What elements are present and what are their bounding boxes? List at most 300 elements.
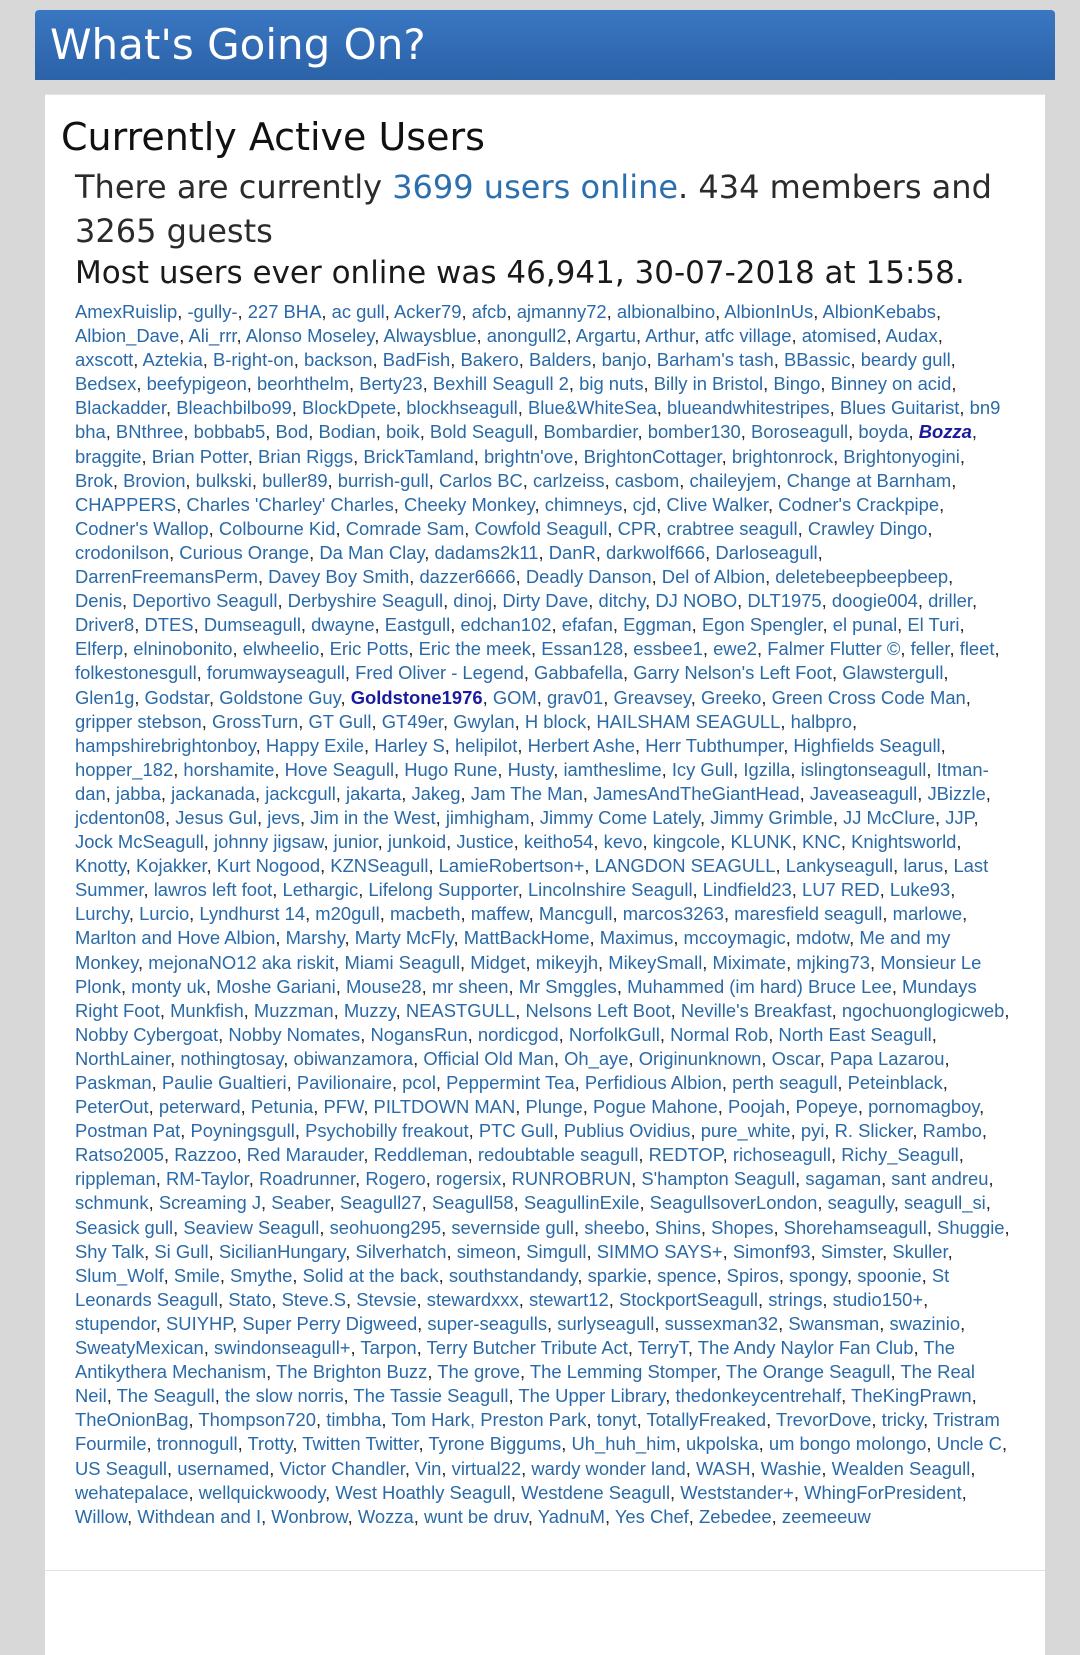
user-link[interactable]: Rambo [922, 1120, 982, 1142]
user-link[interactable]: tricky [881, 1409, 924, 1431]
user-link[interactable]: Davey Boy Smith [268, 566, 410, 588]
user-link[interactable]: Mouse28 [345, 975, 422, 997]
user-link[interactable]: North East Seagull [778, 1023, 932, 1045]
user-link[interactable]: R. Slicker [834, 1120, 913, 1142]
user-link[interactable]: pure_white [700, 1120, 791, 1142]
user-link[interactable]: SweatyMexican [75, 1337, 204, 1359]
user-link[interactable]: Kurt Nogood [216, 855, 321, 877]
user-link[interactable]: Marshy [285, 927, 345, 949]
user-link[interactable]: Simster [820, 1240, 883, 1262]
user-link[interactable]: Nobby Cybergoat [75, 1023, 219, 1045]
user-link[interactable]: Gabbafella [534, 662, 624, 684]
user-link[interactable]: albionalbino [616, 301, 716, 322]
user-link[interactable]: crabtree seagull [666, 517, 798, 539]
user-link[interactable]: WASH [695, 1457, 751, 1479]
user-link[interactable]: dinoj [453, 590, 493, 612]
user-link[interactable]: LamieRobertson+ [438, 855, 585, 877]
user-link[interactable]: spence [657, 1264, 717, 1286]
user-link[interactable]: dazzer6666 [419, 566, 516, 588]
user-link[interactable]: Lifelong Supporter [368, 879, 518, 901]
user-link[interactable]: dwayne [311, 614, 375, 636]
user-link[interactable]: Wonbrow [271, 1505, 348, 1527]
user-link[interactable]: Jimmy Grimble [710, 806, 833, 828]
user-link[interactable]: BlockDpete [302, 397, 397, 419]
user-link[interactable]: Glawstergull [842, 662, 944, 684]
user-link[interactable]: KNC [802, 831, 841, 853]
user-link[interactable]: ukpolska [686, 1433, 759, 1455]
user-link[interactable]: Seasick gull [75, 1216, 174, 1238]
user-link[interactable]: Brovion [123, 469, 186, 491]
user-link[interactable]: The Antikythera Mechanism [75, 1337, 956, 1383]
user-link[interactable]: sheebo [584, 1216, 645, 1238]
user-link[interactable]: Aztekia [142, 349, 203, 371]
user-link[interactable]: Muzzman [253, 999, 334, 1021]
user-link[interactable]: Change at Barnham [786, 469, 952, 491]
user-link[interactable]: PTC Gull [478, 1120, 554, 1142]
user-link[interactable]: swazinio [889, 1312, 961, 1334]
user-link[interactable]: Shy Talk [75, 1240, 145, 1262]
user-link[interactable]: SIMMO SAYS+ [596, 1240, 723, 1262]
user-link[interactable]: mejonaNO12 aka riskit [148, 951, 335, 973]
user-link[interactable]: mikeyjh [535, 951, 599, 973]
user-link[interactable]: PFW [323, 1096, 364, 1118]
user-link[interactable]: The grove [437, 1361, 521, 1383]
user-link[interactable]: PILTDOWN MAN [373, 1096, 516, 1118]
user-link[interactable]: YadnuM [537, 1505, 605, 1527]
user-link[interactable]: Binney on acid [830, 373, 952, 395]
user-link[interactable]: Mancgull [538, 903, 613, 925]
user-link[interactable]: Bozza [918, 421, 972, 443]
user-link[interactable]: southstandandy [448, 1264, 578, 1286]
user-link[interactable]: Jakeg [411, 782, 461, 804]
user-link[interactable]: Blue&WhiteSea [527, 397, 657, 419]
user-link[interactable]: Willow [75, 1505, 128, 1527]
user-link[interactable]: MattBackHome [463, 927, 590, 949]
user-link[interactable]: anongull2 [486, 325, 567, 347]
user-link[interactable]: Garry Nelson's Left Foot [633, 662, 832, 684]
user-link[interactable]: Last Summer [75, 855, 989, 901]
user-link[interactable]: US Seagull [75, 1457, 168, 1479]
user-link[interactable]: Trotty [247, 1433, 293, 1455]
user-link[interactable]: Paulie Gualtieri [161, 1072, 287, 1093]
user-link[interactable]: casbom [614, 469, 680, 491]
user-link[interactable]: SUIYHP [166, 1312, 233, 1334]
user-link[interactable]: GT Gull [308, 710, 372, 732]
user-link[interactable]: JJP [945, 806, 974, 828]
user-link[interactable]: braggite [75, 445, 142, 467]
user-link[interactable]: Fred Oliver - Legend [355, 662, 524, 684]
user-link[interactable]: Herr Tubthumper [645, 734, 784, 756]
user-link[interactable]: Tom Hark, Preston Park [391, 1409, 587, 1431]
user-link[interactable]: brightn'ove [483, 445, 574, 467]
user-link[interactable]: NorfolkGull [568, 1023, 660, 1045]
user-link[interactable]: The Andy Naylor Fan Club [697, 1337, 914, 1359]
user-link[interactable]: keitho54 [523, 831, 594, 853]
user-link[interactable]: Glen1g [75, 686, 135, 708]
user-link[interactable]: mdotw [795, 927, 850, 949]
user-link[interactable]: Brok [75, 469, 113, 491]
user-link[interactable]: The Real Neil [75, 1361, 975, 1407]
user-link[interactable]: NorthLainer [75, 1047, 171, 1069]
user-link[interactable]: Brightonyogini [843, 445, 960, 467]
user-link[interactable]: Denis [75, 590, 123, 612]
user-link[interactable]: Egon Spengler [701, 614, 823, 636]
user-link[interactable]: AlbionKebabs [822, 301, 936, 322]
user-link[interactable]: Peteinblack [847, 1072, 943, 1093]
user-link[interactable]: Seaber [271, 1192, 330, 1214]
user-link[interactable]: elwheelio [242, 638, 320, 660]
user-link[interactable]: Bombardier [543, 421, 638, 443]
user-link[interactable]: beefypigeon [146, 373, 247, 395]
user-link[interactable]: timbha [326, 1409, 382, 1431]
user-link[interactable]: DarrenFreemansPerm [75, 566, 258, 588]
user-link[interactable]: Shins [654, 1216, 701, 1238]
user-link[interactable]: maresfield seagull [734, 903, 883, 925]
user-link[interactable]: Curious Orange [179, 541, 310, 563]
user-link[interactable]: Maximus [599, 927, 674, 949]
user-link[interactable]: H block [524, 710, 587, 732]
user-link[interactable]: GOM [492, 686, 537, 708]
user-link[interactable]: lawros left foot [153, 879, 273, 901]
user-link[interactable]: elninobonito [133, 638, 233, 660]
user-link[interactable]: atfc village [704, 325, 792, 347]
user-link[interactable]: Uh_huh_him [571, 1433, 676, 1455]
user-link[interactable]: wellquickwoody [198, 1481, 326, 1503]
user-link[interactable]: LANGDON SEAGULL [594, 855, 776, 877]
user-link[interactable]: Knotty [75, 855, 126, 877]
user-link[interactable]: wardy wonder land [531, 1457, 686, 1479]
user-link[interactable]: Codner's Crackpipe [778, 493, 940, 515]
user-link[interactable]: Solid at the back [302, 1264, 439, 1286]
user-link[interactable]: Twitten Twitter [302, 1433, 419, 1455]
user-link[interactable]: blockhseagull [406, 397, 518, 419]
user-link[interactable]: Washie [760, 1457, 822, 1479]
user-link[interactable]: Marlton and Hove Albion [75, 927, 276, 949]
user-link[interactable]: Tristram Fourmile [75, 1409, 1000, 1455]
user-link[interactable]: Jesus Gul [175, 806, 258, 828]
user-link[interactable]: StockportSeagull [618, 1288, 758, 1310]
user-link[interactable]: Yes Chef [614, 1505, 689, 1527]
user-link[interactable]: seohuong295 [329, 1216, 442, 1238]
user-link[interactable]: Neville's Breakfast [680, 999, 832, 1021]
user-link[interactable]: rogersix [435, 1168, 502, 1190]
user-link[interactable]: cjd [632, 493, 657, 515]
user-link[interactable]: Lethargic [282, 879, 359, 901]
user-link[interactable]: rippleman [75, 1168, 156, 1190]
user-link[interactable]: St Leonards Seagull [75, 1264, 950, 1310]
user-link[interactable]: Shuggie [937, 1216, 1005, 1238]
user-link[interactable]: Peppermint Tea [446, 1072, 575, 1093]
user-link[interactable]: Roadrunner [259, 1168, 356, 1190]
user-link[interactable]: Comrade Sam [345, 517, 465, 539]
user-link[interactable]: KLUNK [730, 831, 792, 853]
user-link[interactable]: Goldstone1976 [350, 686, 483, 708]
user-link[interactable]: Alwaysblue [383, 325, 477, 347]
user-link[interactable]: The Brighton Buzz [276, 1361, 428, 1383]
user-link[interactable]: Paskman [75, 1072, 152, 1093]
user-link[interactable]: Bakero [460, 349, 519, 371]
user-link[interactable]: Eric Potts [329, 638, 409, 660]
user-link[interactable]: spoonie [857, 1264, 922, 1286]
user-link[interactable]: Arthur [645, 325, 695, 347]
user-link[interactable]: crodonilson [75, 541, 170, 563]
user-link[interactable]: Dirty Dave [502, 590, 589, 612]
user-link[interactable]: Originunknown [638, 1047, 762, 1069]
user-link[interactable]: Husty [507, 758, 554, 780]
user-link[interactable]: WhingForPresident [804, 1481, 962, 1503]
user-link[interactable]: Seaview Seagull [183, 1216, 320, 1238]
user-link[interactable]: Simgull [526, 1240, 587, 1262]
user-link[interactable]: Razzoo [174, 1144, 237, 1166]
user-link[interactable]: pcol [402, 1072, 436, 1093]
user-link[interactable]: mjking73 [796, 951, 870, 973]
user-link[interactable]: Super Perry Digweed [242, 1312, 418, 1334]
user-link[interactable]: hopper_182 [75, 758, 174, 780]
user-link[interactable]: Vin [415, 1457, 442, 1479]
user-link[interactable]: Albion_Dave [75, 325, 180, 347]
user-link[interactable]: Westdene Seagull [521, 1481, 671, 1503]
user-link[interactable]: El Turi [907, 614, 960, 636]
user-link[interactable]: monty uk [131, 975, 206, 997]
user-link[interactable]: Muzzy [343, 999, 396, 1021]
user-link[interactable]: Uncle C [936, 1433, 1002, 1455]
user-link[interactable]: ajmanny72 [516, 301, 607, 322]
user-link[interactable]: GrossTurn [212, 710, 299, 732]
user-link[interactable]: Billy in Bristol [653, 373, 764, 395]
user-link[interactable]: blueandwhitestripes [667, 397, 830, 419]
user-link[interactable]: Wozza [357, 1505, 414, 1527]
user-link[interactable]: Nobby Nomates [228, 1023, 361, 1045]
user-link[interactable]: Bodian [318, 421, 376, 443]
user-link[interactable]: TrevorDove [775, 1409, 872, 1431]
user-link[interactable]: marlowe [892, 903, 963, 925]
user-link[interactable]: afcb [471, 301, 507, 322]
user-link[interactable]: jimhigham [445, 806, 530, 828]
user-link[interactable]: Shopes [711, 1216, 774, 1238]
user-link[interactable]: Publius Ovidius [563, 1120, 691, 1142]
user-link[interactable]: feller [910, 638, 950, 660]
user-link[interactable]: Simonf93 [732, 1240, 811, 1262]
user-link[interactable]: efafan [561, 614, 613, 636]
user-link[interactable]: sagaman [805, 1168, 882, 1190]
user-link[interactable]: Greavsey [613, 686, 691, 708]
user-link[interactable]: Lyndhurst 14 [199, 903, 306, 925]
user-link[interactable]: banjo [601, 349, 647, 371]
user-link[interactable]: usernamed [177, 1457, 270, 1479]
user-link[interactable]: Blackadder [75, 397, 166, 419]
user-link[interactable]: sparkie [587, 1264, 647, 1286]
users-online-link[interactable]: 3699 users online [392, 168, 679, 206]
user-link[interactable]: stewart12 [528, 1288, 609, 1310]
user-link[interactable]: Brian Riggs [258, 445, 354, 467]
user-link[interactable]: Lincolnshire Seagull [527, 879, 693, 901]
user-link[interactable]: edchan102 [460, 614, 552, 636]
user-link[interactable]: essbee1 [633, 638, 703, 660]
user-link[interactable]: axscott [75, 349, 134, 371]
user-link[interactable]: Poojah [727, 1096, 786, 1118]
user-link[interactable]: Oh_aye [564, 1047, 629, 1069]
user-link[interactable]: Luke93 [889, 879, 951, 901]
user-link[interactable]: Knightsworld [851, 831, 957, 853]
user-link[interactable]: Wealden Seagull [831, 1457, 971, 1479]
user-link[interactable]: Crawley Dingo [807, 517, 928, 539]
user-link[interactable]: Psychobilly freakout [305, 1120, 469, 1142]
user-link[interactable]: Greeko [701, 686, 762, 708]
user-link[interactable]: big nuts [579, 373, 644, 395]
user-link[interactable]: Bexhill Seagull 2 [432, 373, 569, 395]
user-link[interactable]: TheOnionBag [75, 1409, 189, 1431]
user-link[interactable]: redoubtable seagull [477, 1144, 639, 1166]
user-link[interactable]: bulkski [195, 469, 252, 491]
user-link[interactable]: jackanada [171, 782, 256, 804]
user-link[interactable]: folkestonesgull [75, 662, 197, 684]
user-link[interactable]: Brian Potter [151, 445, 248, 467]
user-link[interactable]: Eric the meek [418, 638, 532, 660]
user-link[interactable]: driller [928, 590, 973, 612]
user-link[interactable]: Icy Gull [671, 758, 734, 780]
user-link[interactable]: Hove Seagull [284, 758, 395, 780]
user-link[interactable]: chimneys [544, 493, 623, 515]
user-link[interactable]: RM-Taylor [166, 1168, 249, 1190]
user-link[interactable]: Screaming J [158, 1192, 262, 1214]
user-link[interactable]: nordicgod [477, 1023, 559, 1045]
user-link[interactable]: nothingtosay [180, 1047, 284, 1069]
user-link[interactable]: chaileyjem [689, 469, 777, 491]
user-link[interactable]: Nelsons Left Boot [525, 999, 671, 1021]
user-link[interactable]: Alonso Moseley [245, 325, 375, 347]
user-link[interactable]: kingcole [652, 831, 721, 853]
user-link[interactable]: Rogero [365, 1168, 426, 1190]
user-link[interactable]: PeterOut [75, 1096, 149, 1118]
user-link[interactable]: Bingo [773, 373, 821, 395]
user-link[interactable]: KZNSeagull [330, 855, 429, 877]
user-link[interactable]: tronnogull [156, 1433, 238, 1455]
user-link[interactable]: Steve.S [281, 1288, 346, 1310]
user-link[interactable]: Red Marauder [246, 1144, 364, 1166]
user-link[interactable]: S'hampton Seagull [641, 1168, 796, 1190]
user-link[interactable]: BNthree [115, 421, 184, 443]
user-link[interactable]: Smile [173, 1264, 220, 1286]
user-link[interactable]: Plunge [525, 1096, 583, 1118]
user-link[interactable]: HAILSHAM SEAGULL [596, 710, 781, 732]
user-link[interactable]: sant andreu [891, 1168, 989, 1190]
user-link[interactable]: beardy gull [860, 349, 951, 371]
user-link[interactable]: Hugo Rune [404, 758, 498, 780]
user-link[interactable]: macbeth [389, 903, 461, 925]
user-link[interactable]: Clive Walker [666, 493, 768, 515]
user-link[interactable]: JamesAndTheGiantHead [593, 782, 800, 804]
user-link[interactable]: SeagullinExile [523, 1192, 640, 1214]
user-link[interactable]: Deportivo Seagull [132, 590, 278, 612]
user-link[interactable]: Acker79 [393, 301, 462, 322]
user-link[interactable]: Colbourne Kid [218, 517, 336, 539]
user-link[interactable]: Slum_Wolf [75, 1264, 164, 1286]
user-link[interactable]: Smythe [230, 1264, 293, 1286]
user-link[interactable]: REDTOP [648, 1144, 723, 1166]
user-link[interactable]: bn9 bha [75, 397, 1001, 443]
user-link[interactable]: Perfidious Albion [584, 1072, 722, 1093]
user-link[interactable]: halbpro [790, 710, 852, 732]
user-link[interactable]: Seagull27 [339, 1192, 422, 1214]
user-link[interactable]: peterward [158, 1096, 241, 1118]
user-link[interactable]: m20gull [315, 903, 380, 925]
user-link[interactable]: Munkfish [170, 999, 244, 1021]
user-link[interactable]: BadFish [382, 349, 451, 371]
user-link[interactable]: ac gull [331, 301, 385, 322]
user-link[interactable]: swindonseagull+ [214, 1337, 351, 1359]
user-link[interactable]: sussexman32 [664, 1312, 779, 1334]
user-link[interactable]: Ali_rrr [188, 325, 237, 347]
user-link[interactable]: Mr Smggles [518, 975, 617, 997]
user-link[interactable]: DTES [144, 614, 194, 636]
user-link[interactable]: seagully [827, 1192, 894, 1214]
user-link[interactable]: Marty McFly [354, 927, 454, 949]
user-link[interactable]: Stato [228, 1288, 272, 1310]
user-link[interactable]: Lankyseagull [785, 855, 894, 877]
user-link[interactable]: burrish-gull [337, 469, 429, 491]
user-link[interactable]: beorhthelm [257, 373, 350, 395]
user-link[interactable]: zeemeeuw [781, 1505, 871, 1527]
user-link[interactable]: bobbab5 [193, 421, 266, 443]
user-link[interactable]: Jam The Man [470, 782, 583, 804]
user-link[interactable]: Driver8 [75, 614, 135, 636]
user-link[interactable]: gripper stebson [75, 710, 202, 732]
user-link[interactable]: Berty23 [359, 373, 423, 395]
user-link[interactable]: um bongo molongo [768, 1433, 927, 1455]
user-link[interactable]: The Upper Library [518, 1385, 666, 1407]
user-link[interactable]: B-right-on [213, 349, 294, 371]
user-link[interactable]: jcdenton08 [75, 806, 165, 828]
user-link[interactable]: Goldstone Guy [219, 686, 341, 708]
user-link[interactable]: severnside gull [451, 1216, 574, 1238]
user-link[interactable]: doogie004 [831, 590, 918, 612]
user-link[interactable]: GT49er [381, 710, 444, 732]
user-link[interactable]: junkoid [387, 831, 447, 853]
user-link[interactable]: Postman Pat [75, 1120, 181, 1142]
user-link[interactable]: larus [903, 855, 944, 877]
user-link[interactable]: strings [768, 1288, 823, 1310]
user-link[interactable]: studio150+ [832, 1288, 924, 1310]
user-link[interactable]: islingtonseagull [800, 758, 927, 780]
user-link[interactable]: Falmer Flutter © [767, 638, 901, 660]
user-link[interactable]: virtual22 [451, 1457, 522, 1479]
user-link[interactable]: Argartu [575, 325, 637, 347]
user-link[interactable]: Oscar [771, 1047, 820, 1069]
user-link[interactable]: simeon [456, 1240, 516, 1262]
user-link[interactable]: TotallyFreaked [646, 1409, 767, 1431]
user-link[interactable]: Blues Guitarist [839, 397, 960, 419]
user-link[interactable]: Seagull58 [431, 1192, 514, 1214]
user-link[interactable]: Petunia [250, 1096, 314, 1118]
user-link[interactable]: brightonrock [731, 445, 834, 467]
user-link[interactable]: carlzeiss [533, 469, 605, 491]
user-link[interactable]: BrightonCottager [583, 445, 722, 467]
user-link[interactable]: kevo [603, 831, 643, 853]
user-link[interactable]: marcos3263 [622, 903, 724, 925]
user-link[interactable]: Bedsex [75, 373, 137, 395]
user-link[interactable]: atomised [801, 325, 877, 347]
user-link[interactable]: LU7 RED [801, 879, 880, 901]
user-link[interactable]: boyda [858, 421, 909, 443]
user-link[interactable]: Audax [885, 325, 938, 347]
user-link[interactable]: deletebeepbeepbeep [775, 566, 949, 588]
user-link[interactable]: Monsieur Le Plonk [75, 951, 982, 997]
user-link[interactable]: stupendor [75, 1312, 156, 1334]
user-link[interactable]: Elferp [75, 638, 124, 660]
user-link[interactable]: BBassic [784, 349, 851, 371]
user-link[interactable]: Tyrone Biggums [428, 1433, 562, 1455]
user-link[interactable]: SeagullsoverLondon [649, 1192, 818, 1214]
